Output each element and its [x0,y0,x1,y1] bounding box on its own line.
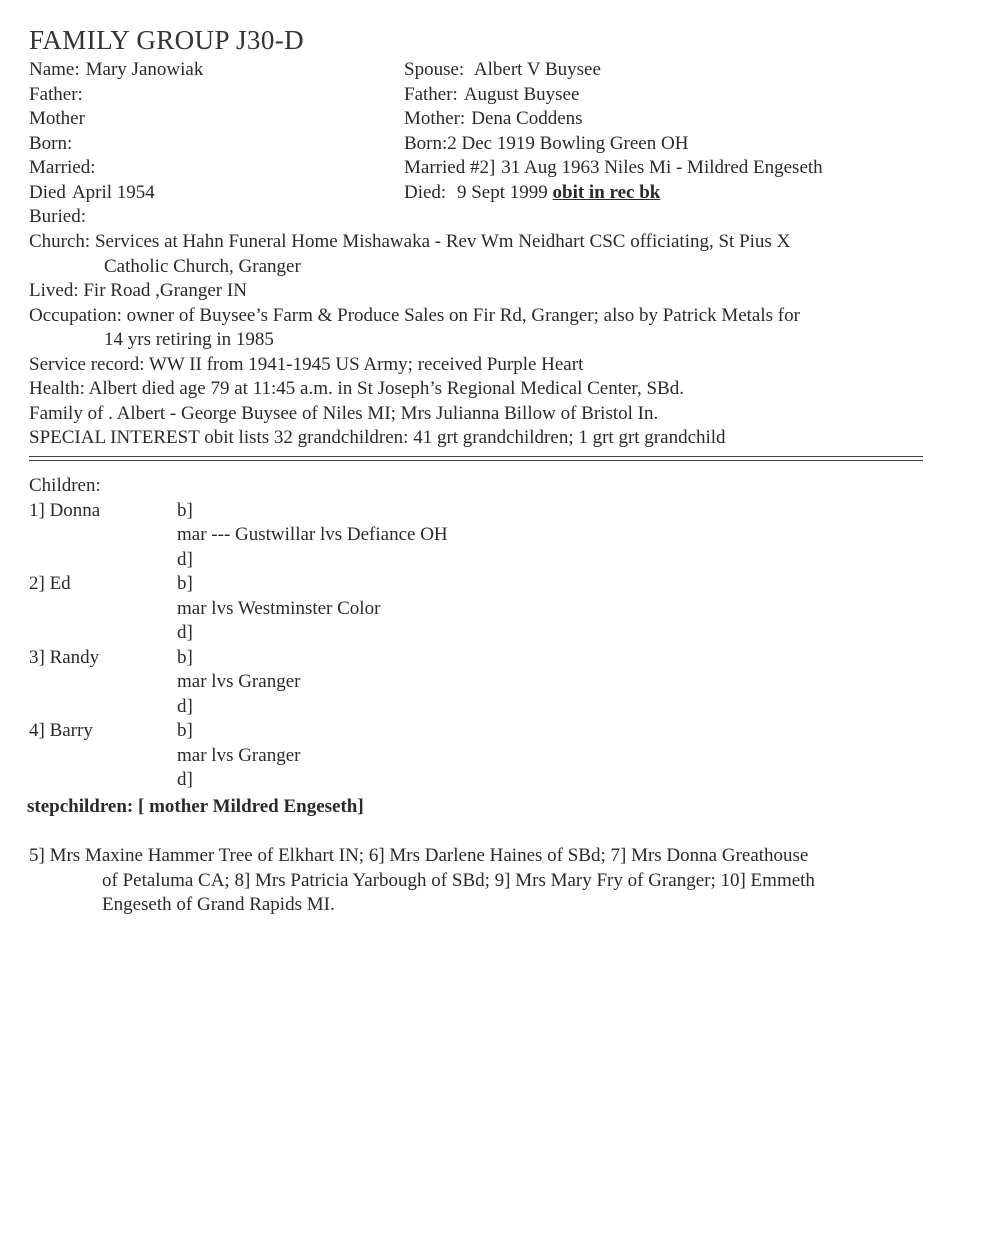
children-label: Children: [29,475,101,496]
special-interest-line: SPECIAL INTEREST obit lists 32 grandchildren: 41 grt grandchildren; 1 grt grt grandchild [29,427,726,448]
lived-line: Lived: Fir Road ,Granger IN [29,280,247,301]
child-name: 1] Donna [29,499,101,521]
stepchildren-line: of Petaluma CA; 8] Mrs Patricia Yarbough of SBd; 9] Mrs Mary Fry of Granger; 10] Emmeth [102,869,815,891]
field-spouse-father: Father: August Buysee [404,83,580,105]
child-born: b] [177,573,193,594]
field-spouse-born: Born:2 Dec 1919 Bowling Green OH [404,132,689,154]
field-name: Name: Mary Janowiak [29,59,204,80]
child-name: 3] Randy [29,646,100,668]
church-line-continued: Catholic Church, Granger [104,255,301,277]
stepchildren-list [29,844,929,918]
health-line: Health: Albert died age 79 at 11:45 a.m. in St Joseph’s Regional Medical Center, SBd. [29,378,684,399]
stepchildren-heading: stepchildren: [ mother Mildred Engeseth] [27,796,364,817]
child-married: mar lvs Granger [177,744,301,766]
child-died: d] [177,622,193,643]
field-spouse: Spouse: Albert V Buysee [404,59,601,80]
field-spouse-mother: Mother: Dena Coddens [404,108,583,129]
field-spouse-married: Married #2] 31 Aug 1963 Niles Mi - Mildred Engeseth [404,157,823,178]
occupation-line-continued: 14 yrs retiring in 1985 [104,329,274,350]
field-born: Born: [29,132,73,154]
church-line: Church: Services at Hahn Funeral Home Mishawaka - Rev Wm Neidhart CSC officiating, St Pius X [29,231,791,252]
field-married: Married: [29,157,96,178]
child-married: mar lvs Granger [177,671,301,692]
field-father: Father: [29,83,83,105]
obit-reference-link[interactable]: obit in rec bk [552,181,661,203]
child-born: b] [177,499,193,521]
page-title: FAMILY GROUP J30-D [29,25,305,55]
child-name: 2] Ed [29,573,71,594]
child-died: d] [177,548,193,570]
field-mother: Mother [29,108,85,129]
child-born: b] [177,720,193,741]
stepchildren-line: Engeseth of Grand Rapids MI. [102,894,335,915]
spouse-column [404,58,964,205]
person-column [29,58,399,230]
child-died: d] [177,695,193,717]
child-married: mar --- Gustwillar lvs Defiance OH [177,524,448,545]
family-of-line: Family of . Albert - George Buysee of Niles MI; Mrs Julianna Billow of Bristol In. [29,402,659,424]
stepchildren-line: 5] Mrs Maxine Hammer Tree of Elkhart IN; 6] Mrs Darlene Haines of SBd; 7] Mrs Donna Greathouse [29,845,809,866]
child-died: d] [177,769,193,790]
details-block [29,230,929,451]
section-divider [29,456,923,461]
child-married: mar lvs Westminster Color [177,597,381,619]
occupation-line: Occupation: owner of Buysee’s Farm & Produce Sales on Fir Rd, Granger; also by Patrick Metals for [29,304,800,326]
field-spouse-died: Died: 9 Sept 1999 obit in rec bk [404,181,661,203]
service-record-line: Service record: WW II from 1941-1945 US Army; received Purple Heart [29,353,584,375]
field-buried: Buried: [29,206,86,227]
child-name: 4] Barry [29,720,93,741]
child-born: b] [177,646,193,668]
field-died: Died April 1954 [29,181,155,203]
